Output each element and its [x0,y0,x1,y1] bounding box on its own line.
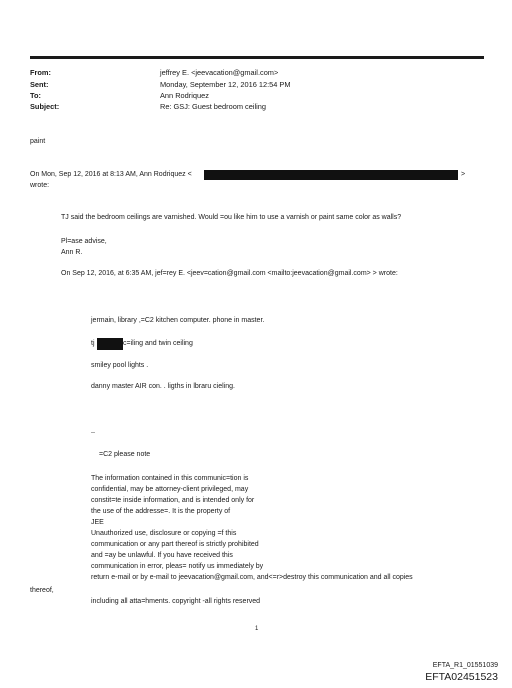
disclaimer-line-8: and =ay be unlawful. If you have received this [91,552,233,559]
item-2-start: tj [91,340,95,347]
disclaimer-line-9: communication in error, pleas= notify us immediately by [91,563,264,570]
reply-text: paint [30,138,46,145]
from-label: From: [30,68,51,77]
bates-large: EFTA02451523 [425,671,498,683]
redaction-name [97,338,123,350]
header-rule [30,56,484,59]
signature-dash: -- [91,430,95,436]
item-1: jermain, library ,=C2 kitchen computer. phone in master. [91,317,265,324]
quote1-wrote: wrote: [30,182,50,189]
signature-note: =C2 please note [99,451,151,458]
page-number: 1 [255,626,259,632]
to-label: To: [30,91,41,100]
disclaimer-line-2: confidential, may be attorney-client privileged, may [91,486,249,493]
disclaimer-line-7: communication or any part thereof is strictly prohibited [91,541,259,548]
item-4: danny master AIR con. . ligths in lbraru cieling. [91,383,235,390]
quote1-header-end: > [461,171,466,178]
quote1-header-start: On Mon, Sep 12, 2016 at 8:13 AM, Ann Rodriquez < [30,171,192,178]
quote1-line2: Pl=ase advise, [61,238,107,245]
redaction-email [204,170,458,180]
disclaimer-line-5: JEE [91,519,104,526]
disclaimer-line-3: constit=te inside information, and is intended only for [91,497,255,504]
quote1-line1: TJ said the bedroom ceilings are varnished. Would =ou like him to use a varnish or paint same color as walls? [61,214,402,221]
item-2-end: c=iling and twin ceiling [123,340,193,347]
item-3: smiley pool lights . [91,362,149,369]
disclaimer-last-line: including all atta=hments. copyright -all rights reserved [91,598,261,605]
subject-value: Re: GSJ: Guest bedroom ceiling [160,102,266,111]
sent-value: Monday, September 12, 2016 12:54 PM [160,80,291,89]
to-value: Ann Rodriquez [160,91,209,100]
subject-label: Subject: [30,102,60,111]
sent-label: Sent: [30,80,49,89]
disclaimer-line-10: return e-mail or by e-mail to jeevacation@gmail.com, and<=r>destroy this communication and all copies [91,574,413,581]
thereof-text: thereof, [30,587,54,594]
quote1-line3: Ann R. [61,249,83,256]
disclaimer-line-1: The information contained in this communic=tion is [91,475,249,482]
disclaimer-line-4: the use of the addresse=. It is the property of [91,508,231,515]
bates-small: EFTA_R1_01551039 [432,662,498,669]
quote2-header: On Sep 12, 2016, at 6:35 AM, jef=rey E. <jeev=cation@gmail.com <mailto:jeevacation@gmail.com> > wrote: [61,270,398,277]
disclaimer-line-6: Unauthorized use, disclosure or copying =f this [91,530,237,537]
from-value: jeffrey E. <jeevacation@gmail.com> [160,68,279,77]
